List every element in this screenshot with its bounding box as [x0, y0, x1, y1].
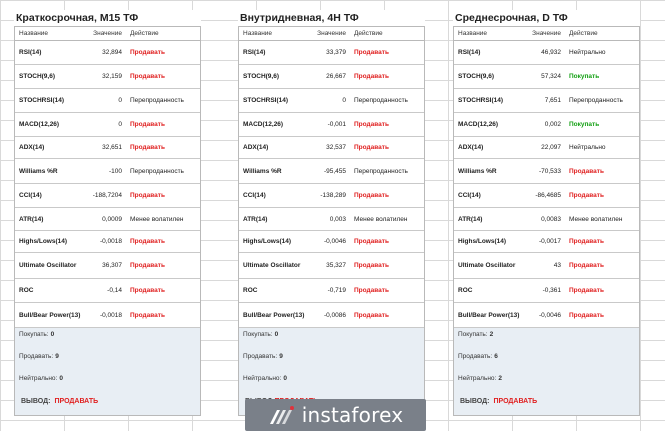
indicator-action: Продавать [354, 311, 389, 319]
table-row [454, 184, 639, 208]
indicator-name: Ultimate Oscillator [458, 262, 516, 269]
table-row [454, 253, 639, 279]
indicator-value: -0,719 [327, 287, 346, 294]
indicator-name: ADX(14) [19, 144, 45, 151]
indicator-table [14, 26, 201, 416]
indicator-action: Перепроданность [569, 97, 623, 104]
indicator-value: -70,533 [538, 167, 561, 175]
indicator-name: STOCHRSI(14) [19, 97, 65, 104]
indicator-action: Продавать [354, 49, 389, 56]
table-row [15, 137, 200, 159]
panel-4h [238, 10, 425, 416]
table-row [239, 253, 424, 279]
indicator-action: Продавать [130, 144, 165, 151]
indicator-name: Bull/Bear Power(13) [243, 311, 305, 319]
summary-sell: Продавать: 9 [243, 353, 283, 360]
indicator-name: Bull/Bear Power(13) [458, 311, 520, 319]
indicator-name: Williams %R [243, 167, 282, 175]
summary [15, 328, 200, 415]
table-row [239, 208, 424, 231]
indicator-value: 7,651 [544, 97, 561, 104]
indicator-name: ATR(14) [19, 215, 44, 223]
indicator-name: CCI(14) [458, 192, 481, 199]
indicator-action: Продавать [569, 238, 604, 245]
table-row [454, 279, 639, 303]
indicator-name: STOCHRSI(14) [243, 97, 289, 104]
indicator-action: Продавать [354, 121, 389, 128]
indicator-name: MACD(12,26) [243, 121, 284, 128]
indicator-value: -0,0046 [323, 238, 346, 245]
indicator-value: -188,7204 [92, 192, 122, 199]
table-row [239, 279, 424, 303]
indicator-value: 0,002 [544, 121, 561, 128]
summary-buy: Покупать: 2 [458, 331, 494, 338]
table-row [454, 231, 639, 253]
instaforex-logo [245, 399, 426, 431]
indicator-name: ROC [458, 287, 473, 294]
indicator-name: MACD(12,26) [19, 121, 60, 128]
indicator-action: Перепроданность [130, 97, 184, 104]
indicator-action: Продавать [569, 262, 604, 269]
table-row [239, 89, 424, 113]
indicator-action: Продавать [130, 311, 165, 319]
table-row [239, 65, 424, 89]
panel-m15 [14, 10, 201, 416]
table-row [454, 41, 639, 65]
indicator-value: 0 [342, 97, 346, 104]
header-name: Название [19, 30, 49, 37]
indicator-name: CCI(14) [243, 192, 266, 199]
table-rows [239, 41, 424, 328]
indicator-value: 22,097 [541, 144, 561, 151]
indicator-name: Bull/Bear Power(13) [19, 311, 81, 319]
indicator-name: ADX(14) [458, 144, 484, 151]
indicator-name: STOCH(9,6) [243, 73, 279, 80]
indicator-name: Williams %R [19, 167, 58, 175]
indicator-value: 36,307 [102, 262, 122, 269]
indicator-action: Покупать [569, 73, 600, 80]
indicator-value: 43 [553, 262, 561, 269]
table-row [15, 253, 200, 279]
indicator-value: 46,932 [541, 49, 561, 56]
indicator-action: Менее волатилен [130, 215, 184, 223]
indicator-value: -0,0086 [323, 311, 346, 319]
indicator-name: STOCH(9,6) [19, 73, 55, 80]
indicator-action: Продавать [569, 287, 604, 294]
indicator-action: Продавать [354, 262, 389, 269]
indicator-table [453, 26, 640, 416]
table-row [239, 303, 424, 328]
panel-title: Внутридневная, 4H ТФ [238, 10, 425, 26]
indicator-action: Продавать [130, 49, 165, 56]
table-row [454, 65, 639, 89]
summary-neutral: Нейтрально: 0 [243, 375, 287, 382]
header-action: Действие [354, 30, 383, 37]
table-row [454, 303, 639, 328]
header-name: Название [458, 30, 488, 37]
table-header [15, 27, 200, 41]
summary-conclusion: ВЫВОД: ПРОДАВАТЬ [460, 398, 538, 405]
indicator-name: MACD(12,26) [458, 121, 499, 128]
indicator-name: Ultimate Oscillator [19, 262, 77, 269]
indicator-action: Продавать [354, 192, 389, 199]
indicator-name: Highs/Lows(14) [458, 238, 507, 245]
indicator-value: 26,667 [326, 73, 346, 80]
indicator-action: Продавать [354, 287, 389, 294]
indicator-name: STOCH(9,6) [458, 73, 494, 80]
indicator-action: Продавать [130, 121, 165, 128]
table-row [15, 65, 200, 89]
panel-title: Среднесрочная, D ТФ [453, 10, 640, 26]
table-header [454, 27, 639, 41]
instaforex-logo-icon [268, 404, 296, 426]
indicator-action: Перепроданность [354, 97, 408, 104]
indicator-name: RSI(14) [243, 49, 266, 56]
indicator-name: ATR(14) [243, 215, 268, 223]
indicator-name: CCI(14) [19, 192, 42, 199]
indicator-value: -86,4685 [535, 192, 561, 199]
indicator-value: 0 [118, 97, 122, 104]
indicator-value: -0,0018 [99, 311, 122, 319]
indicator-name: Highs/Lows(14) [19, 238, 68, 245]
indicator-name: ROC [19, 287, 34, 294]
indicator-value: 0,0009 [102, 215, 122, 223]
indicator-table [238, 26, 425, 416]
table-rows [454, 41, 639, 328]
table-row [454, 113, 639, 137]
header-action: Действие [130, 30, 159, 37]
indicator-action: Продавать [130, 262, 165, 269]
table-row [15, 208, 200, 231]
indicator-value: -95,455 [323, 167, 346, 175]
table-row [239, 41, 424, 65]
indicator-action: Продавать [130, 192, 165, 199]
indicator-value: 0,0083 [541, 215, 561, 223]
panel-d [453, 10, 640, 416]
indicator-value: -0,14 [107, 287, 122, 294]
indicator-action: Продавать [569, 311, 604, 319]
table-row [15, 279, 200, 303]
indicator-name: RSI(14) [458, 49, 481, 56]
indicator-name: Highs/Lows(14) [243, 238, 292, 245]
indicator-value: -0,0046 [538, 311, 561, 319]
indicator-action: Перепроданность [130, 167, 184, 175]
table-row [15, 184, 200, 208]
table-row [239, 184, 424, 208]
table-row [239, 231, 424, 253]
header-action: Действие [569, 30, 598, 37]
indicator-value: -0,0018 [99, 238, 122, 245]
indicator-action: Покупать [569, 121, 600, 128]
indicator-value: 0 [118, 121, 122, 128]
indicator-name: RSI(14) [19, 49, 42, 56]
indicator-action: Продавать [354, 73, 389, 80]
indicator-value: -138,289 [320, 192, 346, 199]
indicator-value: 32,537 [326, 144, 346, 151]
summary-sell: Продавать: 9 [19, 353, 59, 360]
summary-conclusion: ВЫВОД: ПРОДАВАТЬ [21, 398, 99, 405]
table-row [454, 208, 639, 231]
table-header [239, 27, 424, 41]
indicator-value: 32,651 [102, 144, 122, 151]
indicator-action: Продавать [354, 238, 389, 245]
table-row [454, 159, 639, 184]
header-name: Название [243, 30, 273, 37]
indicator-action: Менее волатилен [569, 215, 623, 223]
indicator-action: Нейтрально [569, 49, 606, 56]
indicator-name: ATR(14) [458, 215, 483, 223]
indicator-name: Williams %R [458, 167, 497, 175]
indicator-action: Продавать [130, 238, 165, 245]
table-row [239, 159, 424, 184]
header-value: Значение [532, 30, 561, 37]
table-row [454, 137, 639, 159]
panel-title: Краткосрочная, M15 ТФ [14, 10, 201, 26]
table-row [15, 41, 200, 65]
indicator-value: -100 [108, 167, 122, 175]
table-row [15, 303, 200, 328]
summary-sell: Продавать: 6 [458, 353, 498, 360]
indicator-name: Ultimate Oscillator [243, 262, 301, 269]
table-rows [15, 41, 200, 328]
table-row [239, 137, 424, 159]
indicator-value: 57,324 [541, 73, 561, 80]
table-row [15, 159, 200, 184]
indicator-value: 33,379 [326, 49, 346, 56]
table-row [15, 113, 200, 137]
table-row [239, 113, 424, 137]
indicator-value: 32,159 [102, 73, 122, 80]
indicator-name: ADX(14) [243, 144, 269, 151]
summary-neutral: Нейтрально: 2 [458, 375, 502, 382]
indicator-value: 35,327 [326, 262, 346, 269]
summary [454, 328, 639, 415]
indicator-value: -0,361 [542, 287, 561, 294]
logo-text: instaforex [301, 403, 404, 427]
indicator-value: -0,0017 [538, 238, 561, 245]
table-row [454, 89, 639, 113]
indicator-action: Продавать [130, 287, 165, 294]
indicator-name: ROC [243, 287, 258, 294]
header-value: Значение [317, 30, 346, 37]
indicator-action: Продавать [569, 167, 604, 175]
table-row [15, 89, 200, 113]
table-row [15, 231, 200, 253]
summary-buy: Покупать: 0 [19, 331, 55, 338]
indicator-value: -0,001 [327, 121, 346, 128]
indicator-action: Перепроданность [354, 167, 408, 175]
indicator-value: 32,894 [102, 49, 122, 56]
indicator-action: Продавать [569, 192, 604, 199]
indicator-action: Продавать [354, 144, 389, 151]
summary-neutral: Нейтрально: 0 [19, 375, 63, 382]
indicator-action: Нейтрально [569, 144, 606, 151]
indicator-action: Продавать [130, 73, 165, 80]
indicator-value: 0,003 [329, 215, 346, 223]
header-value: Значение [93, 30, 122, 37]
summary-buy: Покупать: 0 [243, 331, 279, 338]
indicator-action: Менее волатилен [354, 215, 408, 223]
indicator-name: STOCHRSI(14) [458, 97, 504, 104]
